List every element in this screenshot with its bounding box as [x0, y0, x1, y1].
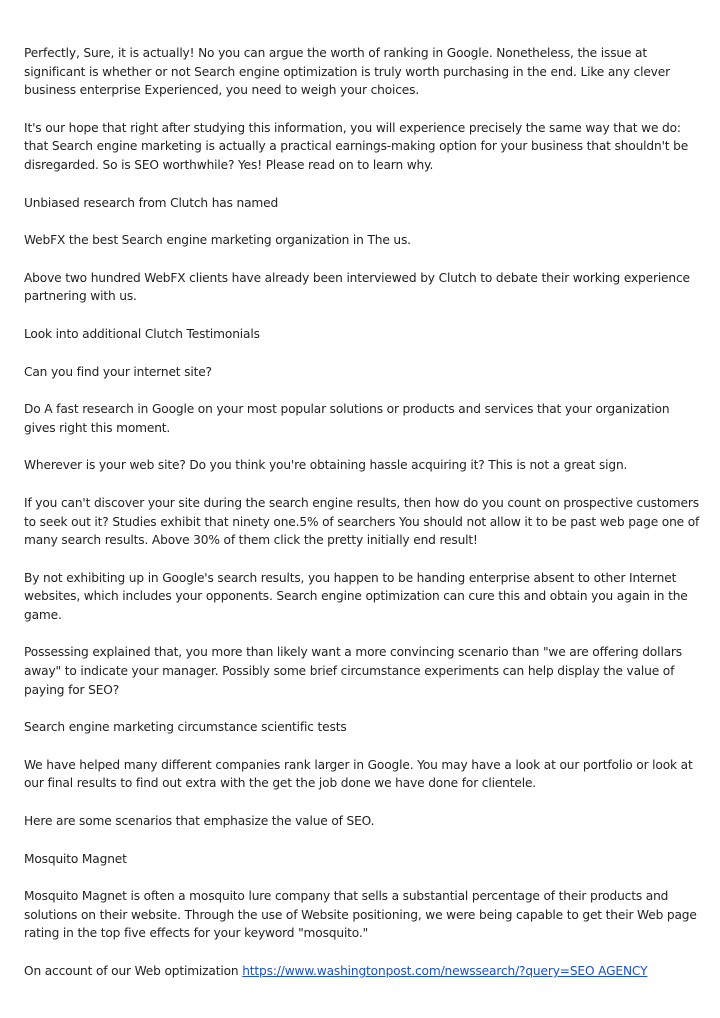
paragraph-mosquito-heading: Mosquito Magnet	[24, 851, 127, 866]
paragraph-hope: It's our hope that right after studying this information, you will experience precisely the same way that we do: that Search engine marketing is actually a practical earnings-making option for your business that shouldn't be disregarded. So is SEO worthwhile? Yes! Please read on to learn why.	[24, 120, 689, 172]
paragraph-cant-discover: If you can't discover your site during the search engine results, then how do you count on prospective customers to seek out it? Studies exhibit that ninety one.5% of searchers You should not allow it to be past web page one of many search results. Above 30% of them click the pretty initially end result!	[24, 495, 700, 548]
paragraph-where-site: Wherever is your web site? Do you think you're obtaining hassle acquiring it? This is not a great sign.	[24, 458, 628, 473]
paragraph-convincing-scenario: Possessing explained that, you more than likely want a more convincing scenario than "we are offering dollars away" to indicate your manager. Possibly some brief circumstance experiments can help display the value of paying for SEO?	[24, 645, 682, 697]
paragraph-helped-companies: We have helped many different companies rank larger in Google. You may have a look at our portfolio or look at our final results to find out extra with the get the job done we have done for clientele.	[24, 757, 693, 791]
paragraph-intro: Perfectly, Sure, it is actually! No you can argue the worth of ranking in Google. Nonetheless, the issue at significant is whether or not Search engine optimization is truly worth purchasing in the end. Like any clever business enterprise Experienced, you need to weigh your choices.	[24, 46, 670, 98]
paragraph-clutch-research: Unbiased research from Clutch has named	[24, 195, 279, 210]
paragraph-fast-research: Do A fast research in Google on your most popular solutions or products and services that your organization gives right this moment.	[24, 402, 670, 435]
paragraph-case-studies-heading: Search engine marketing circumstance scientific tests	[24, 720, 347, 735]
paragraph-webfx-best: WebFX the best Search engine marketing organization in The us.	[24, 233, 411, 248]
paragraph-not-exhibiting: By not exhibiting up in Google's search results, you happen to be handing enterprise absent to other Internet websites, which includes your opponents. Search engine optimization can cure this and obtain you again in the game.	[24, 570, 688, 622]
paragraph-testimonials: Look into additional Clutch Testimonials	[24, 326, 260, 341]
washingtonpost-link[interactable]: https://www.washingtonpost.com/newssearch/?query=SEO AGENCY	[242, 964, 648, 978]
paragraph-web-optimization-text: On account of our Web optimization	[24, 964, 243, 978]
paragraph-clients-interviewed: Above two hundred WebFX clients have already been interviewed by Clutch to debate their working experience partnering with us.	[24, 270, 690, 304]
paragraph-scenarios: Here are some scenarios that emphasize the value of SEO.	[24, 814, 375, 829]
paragraph-mosquito-body: Mosquito Magnet is often a mosquito lure company that sells a substantial percentage of their products and solutions on their website. Through the use of Website positioning, we were being capable to get their Web page rating in the top five effects for your keyword "mosquito."	[24, 889, 697, 941]
document-body	[24, 44, 700, 1000]
paragraph-find-site-heading: Can you find your internet site?	[24, 364, 212, 379]
paragraph-web-optimization	[24, 962, 700, 981]
